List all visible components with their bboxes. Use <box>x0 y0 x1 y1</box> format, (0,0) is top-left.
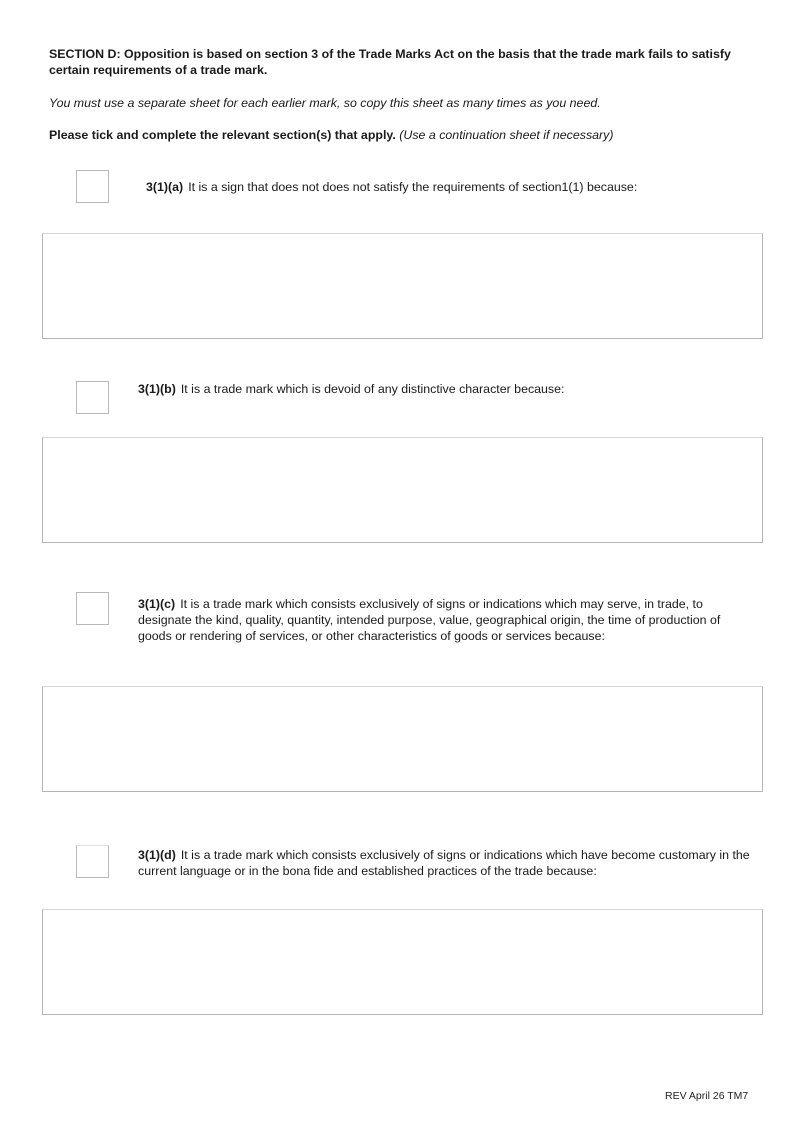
checkbox-3-1-b[interactable] <box>76 381 109 414</box>
tick-instruction <box>49 127 759 143</box>
tick-instruction-bold: Please tick and complete the relevant section(s) that apply. <box>49 128 396 142</box>
item-description: It is a trade mark which consists exclusively of signs or indications which have become customary in the current language or in the bona fide and established practices of the trade because: <box>138 848 750 878</box>
checkbox-3-1-c[interactable] <box>76 592 109 625</box>
continuation-note: (Use a continuation sheet if necessary) <box>399 128 614 142</box>
answer-box-3-1-d[interactable] <box>42 909 763 1015</box>
item-code: 3(1)(c) <box>138 597 176 611</box>
item-code: 3(1)(d) <box>138 848 176 862</box>
item-3-1-d-label <box>138 847 753 879</box>
item-3-1-b-label <box>138 381 753 397</box>
item-description: It is a trade mark which is devoid of any distinctive character because: <box>180 382 565 396</box>
checkbox-3-1-d[interactable] <box>76 845 109 878</box>
separate-sheet-instruction: You must use a separate sheet for each earlier mark, so copy this sheet as many times as you need. <box>49 96 601 110</box>
answer-box-3-1-b[interactable] <box>42 437 763 543</box>
revision-footer: REV April 26 TM7 <box>665 1090 749 1102</box>
item-code: 3(1)(b) <box>138 382 176 396</box>
item-description: It is a trade mark which consists exclusively of signs or indications which may serve, in trade, to designate the kind, quality, quantity, intended purpose, value, geographical origin, the time of production of goods or rendering of services, or other characteristics of goods or services because: <box>138 597 721 643</box>
item-3-1-c-label <box>138 596 753 644</box>
checkbox-3-1-a[interactable] <box>76 170 109 203</box>
answer-box-3-1-a[interactable] <box>42 233 763 339</box>
item-description: It is a sign that does not does not satisfy the requirements of section1(1) because: <box>188 180 638 194</box>
answer-box-3-1-c[interactable] <box>42 686 763 792</box>
item-code: 3(1)(a) <box>146 180 184 194</box>
item-3-1-a-label <box>146 179 761 195</box>
section-heading: SECTION D: Opposition is based on section 3 of the Trade Marks Act on the basis that the trade mark fails to satisfy certain requirements of a trade mark. <box>49 47 731 77</box>
